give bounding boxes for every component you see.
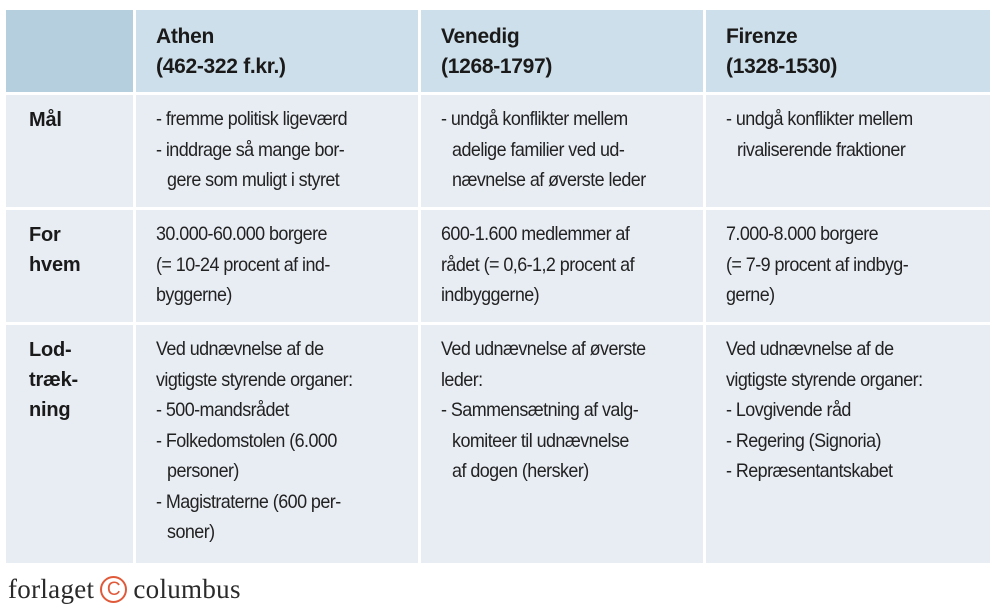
column-title: Firenze — [726, 25, 798, 48]
column-period: (1268-1797) — [441, 55, 553, 78]
row-label-cell — [6, 210, 133, 322]
cell-line: vigtigste styrende organer: — [156, 368, 353, 391]
table-header-row — [6, 10, 990, 95]
row-label: hvem — [29, 254, 81, 276]
cell-line: - Folkedomstolen (6.000 — [156, 429, 337, 452]
publisher-logo — [8, 574, 241, 605]
cell-text — [156, 219, 330, 311]
cell-line: Ved udnævnelse af de — [726, 338, 894, 360]
cell-line: 7.000-8.000 borgere — [726, 223, 879, 245]
comparison-table — [6, 10, 990, 566]
cell-text — [726, 219, 908, 311]
row-label: ning — [29, 399, 71, 421]
cell-line: personer) — [167, 460, 239, 482]
cell-line: Ved udnævnelse af de — [156, 338, 324, 360]
column-period: (1328-1530) — [726, 55, 838, 78]
cell-line: 30.000-60.000 borgere — [156, 223, 327, 245]
cell-line: - Regering (Signoria) — [726, 429, 881, 452]
cell-line: - Repræsentantskabet — [726, 460, 893, 482]
table-row-lodtraekning — [6, 325, 990, 566]
cell-line: gerne) — [726, 284, 775, 306]
table-cell — [136, 325, 418, 563]
cell-line: (= 7-9 procent af indbyg- — [726, 253, 909, 276]
publisher-name-left: forlaget — [8, 574, 95, 604]
table-cell — [706, 95, 990, 207]
cell-text — [156, 104, 347, 196]
table-cell — [136, 210, 418, 322]
copyright-icon: C — [100, 576, 127, 603]
table-row-maal — [6, 95, 990, 210]
cell-line: - Magistraterne (600 per- — [156, 490, 341, 513]
cell-line: - fremme politisk ligeværd — [156, 108, 348, 130]
cell-line: (= 10-24 procent af ind- — [156, 253, 330, 276]
cell-text — [726, 104, 913, 165]
cell-line: - Sammensætning af valg- — [441, 399, 639, 421]
header-cell-athen — [136, 10, 418, 92]
cell-text — [726, 334, 923, 487]
row-label: For — [29, 224, 61, 246]
cell-line: - Lovgivende råd — [726, 399, 851, 421]
cell-line: - undgå konflikter mellem — [726, 108, 913, 130]
cell-line: Ved udnævnelse af øverste — [441, 338, 646, 360]
row-label: træk- — [29, 369, 79, 391]
cell-line: leder: — [441, 368, 483, 391]
cell-line: indbyggerne) — [441, 284, 540, 306]
cell-line: af dogen (hersker) — [452, 460, 589, 482]
row-label: Lod- — [29, 339, 72, 361]
cell-line: - undgå konflikter mellem — [441, 108, 628, 130]
cell-line: 600-1.600 medlemmer af — [441, 223, 630, 245]
cell-line: byggerne) — [156, 284, 232, 306]
column-title: Venedig — [441, 25, 520, 48]
publisher-name-right: columbus — [133, 574, 241, 604]
cell-text — [441, 104, 646, 196]
table-row-for-hvem — [6, 210, 990, 325]
cell-line: - 500-mandsrådet — [156, 399, 289, 421]
header-cell-firenze — [706, 10, 990, 92]
cell-line: rådet (= 0,6-1,2 procent af — [441, 253, 635, 276]
cell-text — [441, 334, 646, 487]
cell-line: adelige familier ved ud- — [452, 138, 625, 161]
cell-line: vigtigste styrende organer: — [726, 368, 923, 391]
row-label: Mål — [29, 109, 62, 131]
cell-line: soner) — [167, 521, 215, 543]
table-cell — [706, 210, 990, 322]
cell-text — [441, 219, 634, 311]
cell-line: rivaliserende fraktioner — [737, 138, 906, 161]
cell-line: - inddrage så mange bor- — [156, 138, 345, 161]
cell-line: komiteer til udnævnelse — [452, 429, 629, 452]
column-title: Athen — [156, 25, 214, 48]
header-cell-venedig — [421, 10, 703, 92]
row-label-cell — [6, 325, 133, 563]
column-period: (462-322 f.kr.) — [156, 55, 286, 78]
cell-text — [156, 334, 353, 548]
table-cell — [706, 325, 990, 563]
table-cell — [421, 325, 703, 563]
table-cell — [136, 95, 418, 207]
table-cell — [421, 95, 703, 207]
cell-line: gere som muligt i styret — [167, 169, 340, 191]
table-cell — [421, 210, 703, 322]
row-label-cell — [6, 95, 133, 207]
cell-line: nævnelse af øverste leder — [452, 169, 646, 191]
header-corner-cell — [6, 10, 133, 92]
